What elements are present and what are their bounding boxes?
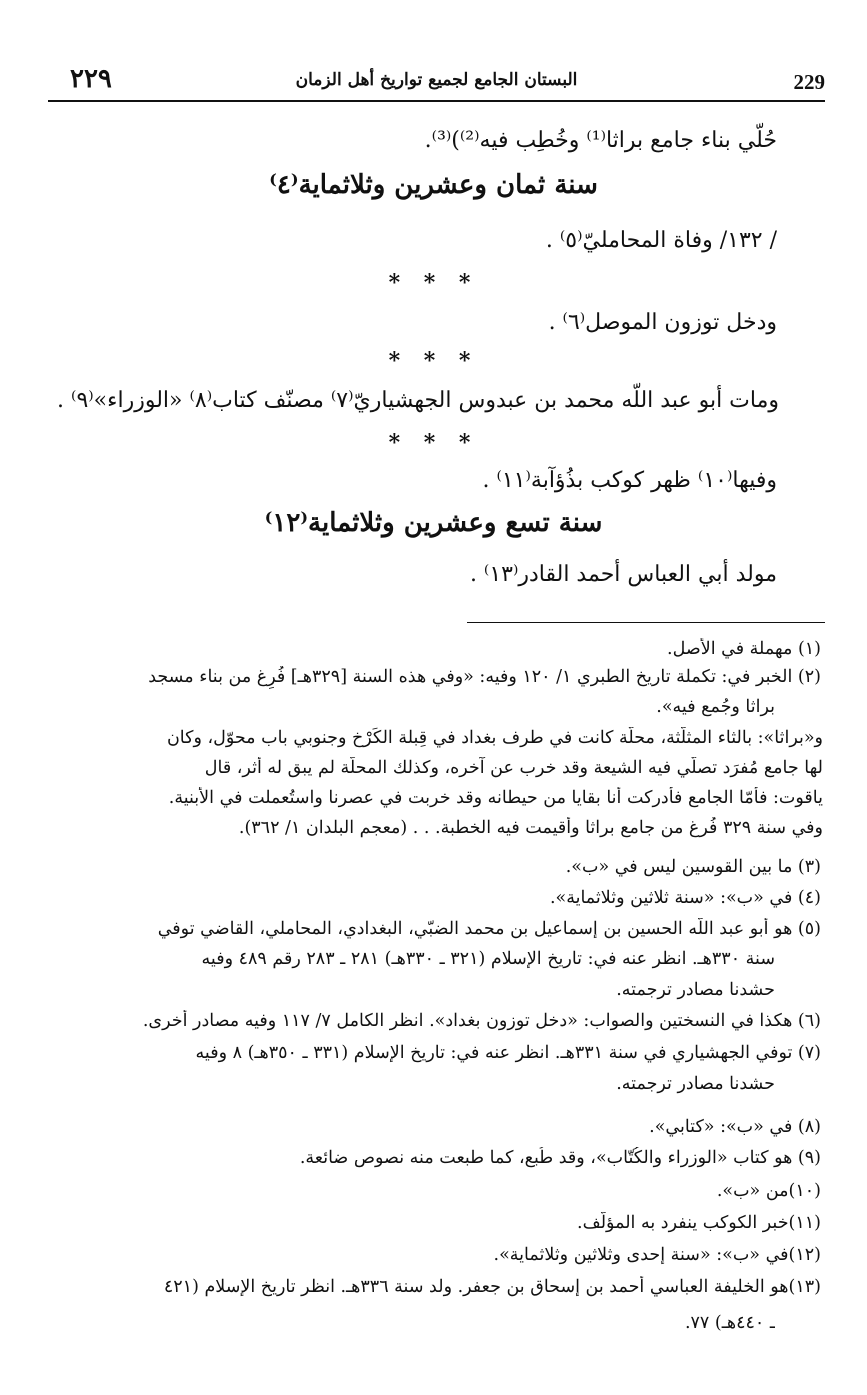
text-line-1: حُلّي بناء جامع براثا⁽¹⁾ وخُطِب فيه⁽²⁾)⁽³⁾.: [424, 128, 777, 153]
footnote-2-para-2: لها جامع مُفرَد تصلّي فيه الشيعة وقد خرب عن آخره، وكذلك المحلّة لم يبق له أثر، قال: [204, 758, 823, 778]
section-separator-2: * * *: [388, 348, 479, 374]
footnote-2-para-3: ياقوت: فأمّا الجامع فأدركت أنا بقايا من حيطانه وقد خربت في عصرنا واستُعملت في الأبنية.: [168, 788, 823, 808]
running-title: البستان الجامع لجميع تواريخ أهل الزمان: [295, 70, 578, 90]
section-separator-1: * * *: [388, 270, 479, 296]
page-header: [48, 60, 825, 98]
header-rule: [48, 100, 825, 102]
page-number-latin: 229: [793, 70, 825, 94]
text-line-6: مولد أبي العباس أحمد القادر⁽١٣⁾ .: [469, 562, 777, 587]
footnote-13-cont: ـ ٤٤٠هـ) ٧٧.: [684, 1313, 775, 1333]
text-line-2: / ١٣٢/ وفاة المحامليّ⁽٥⁾ .: [545, 228, 777, 253]
year-heading-328: سنة ثمان وعشرين وثلاثماية⁽٤⁾: [269, 170, 598, 200]
footnote-7-cont: حشدنا مصادر ترجمته.: [616, 1074, 775, 1094]
footnote-13: (١٣)هو الخليفة العباسي أحمد بن إسحاق بن جعفر. ولد سنة ٣٣٦هـ. انظر تاريخ الإسلام (٤٢١: [163, 1277, 821, 1297]
footnote-2-para-1: و«براثا»: بالثاء المثلّثة، محلّة كانت في طرف بغداد في قِبلة الكَرْخ وجنوبي باب محوّل، وكان: [166, 728, 823, 748]
text-line-4: ومات أبو عبد اللّه محمد بن عبدوس الجهشياريّ⁽٧⁾ مصنّف كتاب⁽٨⁾ «الوزراء»⁽٩⁾ .: [57, 388, 779, 413]
footnote-9: (٩) هو كتاب «الوزراء والكُتّاب»، وقد طُبع، كما طبعت منه نصوص ضائعة.: [299, 1148, 821, 1168]
footnote-6: (٦) هكذا في النسختين والصواب: «دخل توزون بغداد». انظر الكامل ٧/ ١١٧ وفيه مصادر أخرى.: [142, 1011, 821, 1031]
footnote-separator: [467, 622, 825, 623]
footnote-4: (٤) في «ب»: «سنة ثلاثين وثلاثماية».: [549, 888, 821, 908]
footnote-5: (٥) هو أبو عبد اللّه الحسين بن إسماعيل بن محمد الضبّي، البغدادي، المحاملي، القاضي توفي: [157, 919, 821, 939]
footnote-7: (٧) توفي الجهشياري في سنة ٣٣١هـ. انظر عنه في: تاريخ الإسلام (٣٣١ ـ ٣٥٠هـ) ٨ وفيه: [195, 1043, 821, 1063]
footnote-10: (١٠)من «ب».: [716, 1181, 821, 1201]
footnote-11: (١١)خبر الكوكب ينفرد به المؤلّف.: [577, 1213, 821, 1233]
footnote-2-para-4: وفي سنة ٣٢٩ فُرغ من جامع براثا وأقيمت فيه الخطبة. . . (معجم البلدان ١/ ٣٦٢).: [238, 818, 823, 838]
footnote-1: (١) مهملة في الأصل.: [667, 639, 821, 659]
footnote-12: (١٢)في «ب»: «سنة إحدى وثلاثين وثلاثماية».: [493, 1245, 821, 1265]
footnote-5-cont-1: سنة ٣٣٠هـ. انظر عنه في: تاريخ الإسلام (٣٢١ ـ ٣٣٠هـ) ٢٨١ ـ ٢٨٣ رقم ٤٨٩ وفيه: [201, 949, 775, 969]
footnote-5-cont-2: حشدنا مصادر ترجمته.: [616, 980, 775, 1000]
page-number-arabic: ٢٢٩: [70, 64, 112, 94]
text-line-5: وفيها⁽١٠⁾ ظهر كوكب بذُؤآبة⁽١١⁾ .: [482, 468, 777, 493]
year-heading-329: سنة تسع وعشرين وثلاثماية⁽١٢⁾: [264, 508, 603, 538]
footnote-8: (٨) في «ب»: «كتابي».: [649, 1117, 821, 1137]
footnote-3: (٣) ما بين القوسين ليس في «ب».: [565, 857, 821, 877]
section-separator-3: * * *: [388, 430, 479, 456]
footnote-2: (٢) الخبر في: تكملة تاريخ الطبري ١/ ١٢٠ وفيه: «وفي هذه السنة [٣٢٩هـ] فُرِغ من بناء مسجد: [148, 667, 821, 687]
text-line-3: ودخل توزون الموصل⁽٦⁾ .: [548, 310, 777, 335]
footnote-2-cont: براثا وجُمع فيه».: [656, 697, 775, 717]
